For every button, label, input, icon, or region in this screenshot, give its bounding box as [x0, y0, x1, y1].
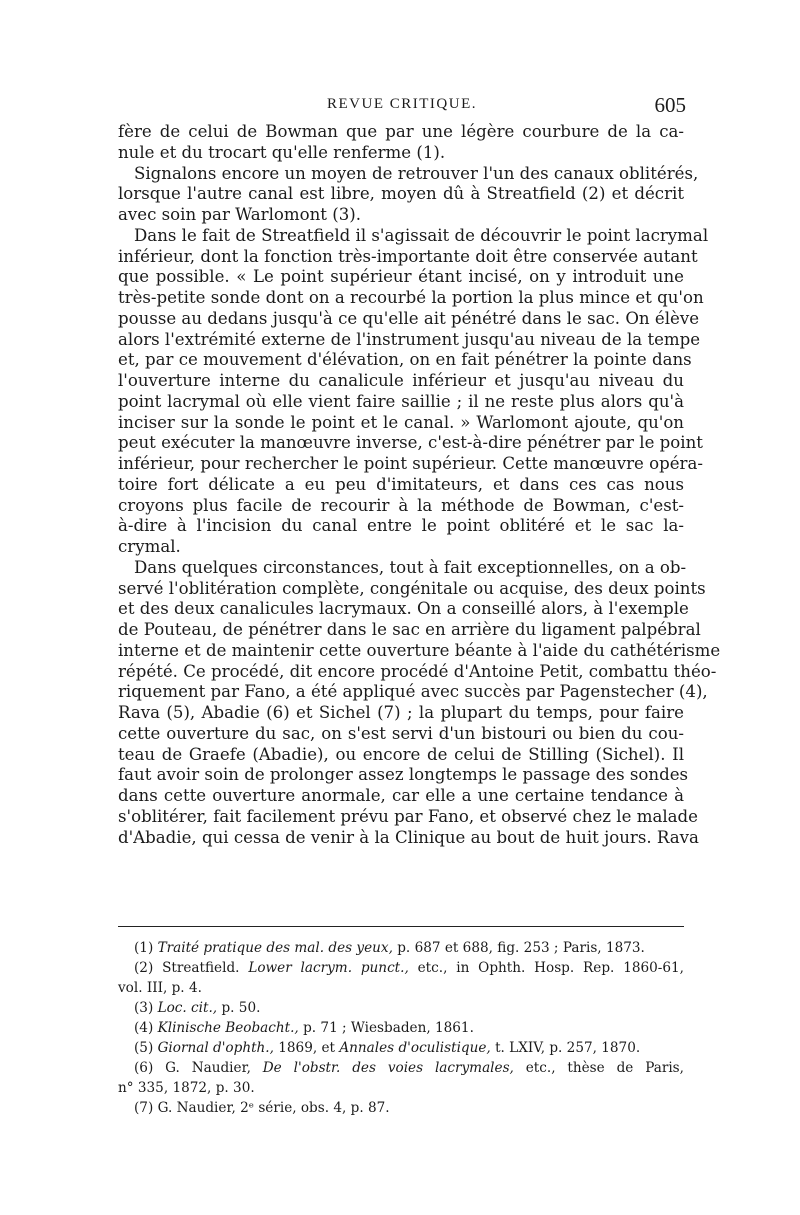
text-line: très-petite sonde dont on a recourbé la portion la plus mince et qu'on — [118, 288, 704, 307]
text-line: de Pouteau, de pénétrer dans le sac en arrière du ligament palpébral — [118, 620, 701, 639]
text-line: que possible. « Le point supérieur étant incisé, on y introduit une — [118, 267, 684, 287]
text-line: point lacrymal où elle vient faire saillie ; il ne reste plus alors qu'à — [118, 391, 684, 411]
text-line: peut exécuter la manœuvre inverse, c'est-à-dire pénétrer par le point — [118, 433, 703, 453]
text-line: dans cette ouverture anormale, car elle a une certaine tendance à — [118, 786, 684, 805]
text-line: cette ouverture du sac, on s'est servi d'un bistouri ou bien du cou- — [118, 723, 684, 743]
footnote-2-continued: vol. III, p. 4. — [118, 980, 202, 996]
footnote-6-continued: n° 335, 1872, p. 30. — [118, 1080, 255, 1096]
text-line: à-dire à l'incision du canal entre le point oblitéré et le sac la- — [118, 516, 684, 536]
text-line: riquement par Fano, a été appliqué avec succès par Pagenstecher (4), — [118, 682, 708, 702]
text-line: fère de celui de Bowman que par une légère courbure de la ca- — [118, 122, 684, 141]
text-line: inciser sur la sonde le point et le canal. » Warlomont ajoute, qu'on — [118, 412, 684, 432]
text-line: et des deux canalicules lacrymaux. On a conseillé alors, à l'exemple — [118, 599, 689, 619]
text-line: interne et de maintenir cette ouverture béante à l'aide du cathétérisme — [118, 640, 721, 660]
text-line: Dans le fait de Streatfield il s'agissait de découvrir le point lacrymal — [134, 225, 709, 245]
page-number: 605 — [654, 93, 686, 117]
text-line: Signalons encore un moyen de retrouver l'un des canaux oblitérés, — [134, 163, 699, 183]
text-line: crymal. — [118, 537, 181, 556]
body-text — [118, 122, 721, 848]
running-head — [118, 93, 686, 120]
footnote-6: (6) G. Naudier, De l'obstr. des voies lacrymales, etc., thèse de Paris, — [134, 1060, 684, 1076]
footnote-5: (5) Giornal d'ophth., 1869, et Annales d'oculistique, t. LXIV, p. 257, 1870. — [134, 1040, 641, 1056]
footnote-4: (4) Klinische Beobacht., p. 71 ; Wiesbaden, 1861. — [134, 1020, 474, 1036]
text-line: s'oblitérer, fait facilement prévu par Fano, et observé chez le malade — [118, 806, 698, 826]
text-line: faut avoir soin de prolonger assez longtemps le passage des sondes — [118, 765, 689, 785]
footnote-2: (2) Streatfield. Lower lacrym. punct., etc., in Ophth. Hosp. Rep. 1860-61, — [134, 960, 684, 976]
text-line: nule et du trocart qu'elle renferme (1). — [118, 142, 446, 162]
text-line: teau de Graefe (Abadie), ou encore de celui de Stilling (Sichel). Il — [118, 744, 684, 764]
text-line: alors l'extrémité externe de l'instrument jusqu'au niveau de la tempe — [118, 329, 701, 349]
text-line: l'ouverture interne du canalicule inférieur et jusqu'au niveau du — [118, 371, 684, 390]
text-line: toire fort délicate a eu peu d'imitateurs, et dans ces cas nous — [118, 474, 684, 494]
text-line: répété. Ce procédé, dit encore procédé d'Antoine Petit, combattu théo- — [118, 661, 717, 681]
text-line: inférieur, pour rechercher le point supérieur. Cette manœuvre opéra- — [118, 454, 703, 473]
text-line: lorsque l'autre canal est libre, moyen dû à Streatfield (2) et décrit — [118, 184, 684, 204]
text-line: avec soin par Warlomont (3). — [118, 205, 362, 224]
text-line: servé l'oblitération complète, congénitale ou acquise, des deux points — [118, 578, 706, 598]
footnote-7: (7) G. Naudier, 2ᵉ série, obs. 4, p. 87. — [134, 1100, 390, 1116]
text-line: Dans quelques circonstances, tout à fait exceptionnelles, on a ob- — [134, 557, 687, 577]
text-line: pousse au dedans jusqu'à ce qu'elle ait pénétré dans le sac. On élève — [118, 308, 700, 328]
footnote-separator — [118, 926, 684, 927]
footnote-1: (1) Traité pratique des mal. des yeux, p. 687 et 688, fig. 253 ; Paris, 1873. — [134, 940, 645, 956]
text-line: et, par ce mouvement d'élévation, on en fait pénétrer la pointe dans — [118, 350, 692, 370]
text-line: Rava (5), Abadie (6) et Sichel (7) ; la plupart du temps, pour faire — [118, 703, 684, 722]
running-head-title: REVUE CRITIQUE. — [327, 96, 477, 112]
footnote-3: (3) Loc. cit., p. 50. — [134, 1000, 261, 1016]
text-line: inférieur, dont la fonction très-importante doit être conservée autant — [118, 246, 698, 266]
footnotes — [118, 938, 684, 1118]
text-line: d'Abadie, qui cessa de venir à la Clinique au bout de huit jours. Rava — [118, 827, 699, 847]
text-line: croyons plus facile de recourir à la méthode de Bowman, c'est- — [118, 495, 684, 515]
